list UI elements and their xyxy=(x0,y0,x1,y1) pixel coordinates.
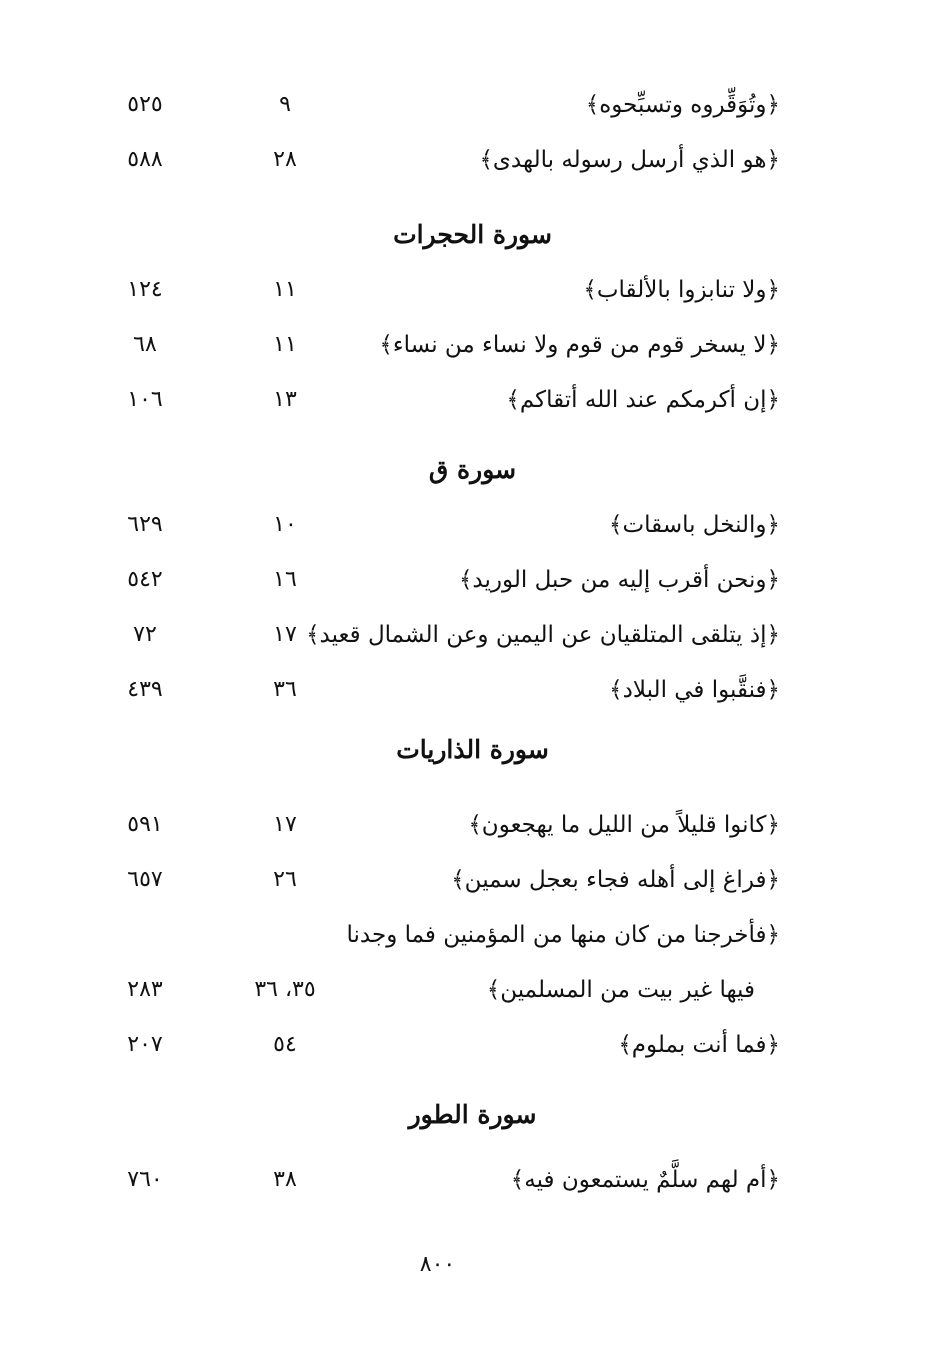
index-row xyxy=(0,380,945,420)
ayah-number: ١٦ xyxy=(273,567,297,592)
page-reference: ٤٣٩ xyxy=(127,677,163,702)
verse-text: ﴿كانوا قليلاً من الليل ما يهجعون﴾ xyxy=(468,812,780,838)
verse-text: ﴿وتُوَقِّروه وتسبِّحوه﴾ xyxy=(585,92,780,118)
page-number: ٨٠٠ xyxy=(419,1252,456,1277)
ayah-number: ٢٨ xyxy=(273,147,297,172)
index-row xyxy=(0,140,945,180)
page-reference: ٢٨٣ xyxy=(127,977,163,1002)
index-row xyxy=(0,805,945,845)
verse-text: ﴿إذ يتلقى المتلقيان عن اليمين وعن الشمال قعيد﴾ xyxy=(306,622,780,648)
verse-text: ﴿فنقَّبوا في البلاد﴾ xyxy=(609,677,780,703)
ayah-number: ٣٨ xyxy=(273,1167,297,1192)
surah-heading: سورة ق xyxy=(428,455,517,484)
index-row xyxy=(0,970,945,1010)
verse-text: ﴿فراغ إلى أهله فجاء بعجل سمين﴾ xyxy=(451,867,780,893)
surah-heading: سورة الذاريات xyxy=(396,735,549,764)
verse-text: ﴿ونحن أقرب إليه من حبل الوريد﴾ xyxy=(458,567,780,593)
page-reference: ١٠٦ xyxy=(127,387,163,412)
page-reference: ٥٢٥ xyxy=(127,92,163,117)
index-row xyxy=(0,325,945,365)
page-reference: ٧٢ xyxy=(133,622,157,647)
index-row xyxy=(0,505,945,545)
verse-text: ﴿فما أنت بملوم﴾ xyxy=(618,1032,780,1058)
index-row xyxy=(0,915,945,955)
verse-text: ﴿أم لهم سلَّمٌ يستمعون فيه﴾ xyxy=(510,1167,780,1193)
page-reference: ٥٩١ xyxy=(127,812,163,837)
page-reference: ٦٥٧ xyxy=(127,867,163,892)
index-row xyxy=(0,560,945,600)
verse-text: فيها غير بيت من المسلمين﴾ xyxy=(486,977,755,1003)
page-reference: ٧٦٠ xyxy=(127,1167,163,1192)
page-reference: ١٢٤ xyxy=(127,277,163,302)
verse-text: ﴿لا يسخر قوم من قوم ولا نساء من نساء﴾ xyxy=(379,332,780,358)
page-reference: ٢٠٧ xyxy=(127,1032,163,1057)
ayah-number: ٥٤ xyxy=(273,1032,297,1057)
page-reference: ٦٢٩ xyxy=(127,512,163,537)
index-row xyxy=(0,85,945,125)
index-row xyxy=(0,270,945,310)
index-row xyxy=(0,1160,945,1200)
ayah-number: ٩ xyxy=(279,92,291,117)
ayah-number: ٢٦ xyxy=(273,867,297,892)
ayah-number: ١٠ xyxy=(273,512,297,537)
ayah-number: ١١ xyxy=(273,332,297,357)
ayah-number: ٣٦ xyxy=(273,677,297,702)
verse-text: ﴿إن أكرمكم عند الله أتقاكم﴾ xyxy=(506,387,780,413)
verse-text: ﴿هو الذي أرسل رسوله بالهدى﴾ xyxy=(479,147,780,173)
surah-heading: سورة الحجرات xyxy=(393,220,552,249)
page-reference: ٥٤٢ xyxy=(127,567,163,592)
index-row xyxy=(0,670,945,710)
index-row xyxy=(0,860,945,900)
index-row xyxy=(0,615,945,655)
ayah-number: ١٣ xyxy=(273,387,297,412)
ayah-number: ٣٥، ٣٦ xyxy=(254,977,316,1002)
index-row xyxy=(0,1025,945,1065)
page-reference: ٦٨ xyxy=(133,332,157,357)
page-reference: ٥٨٨ xyxy=(127,147,163,172)
verse-text: ﴿ولا تنابزوا بالألقاب﴾ xyxy=(583,277,780,303)
ayah-number: ١٧ xyxy=(273,812,297,837)
verse-text: ﴿فأخرجنا من كان منها من المؤمنين فما وجدنا xyxy=(346,922,780,948)
surah-heading: سورة الطور xyxy=(408,1100,537,1129)
ayah-number: ١٧ xyxy=(273,622,297,647)
ayah-number: ١١ xyxy=(273,277,297,302)
verse-text: ﴿والنخل باسقات﴾ xyxy=(609,512,780,538)
